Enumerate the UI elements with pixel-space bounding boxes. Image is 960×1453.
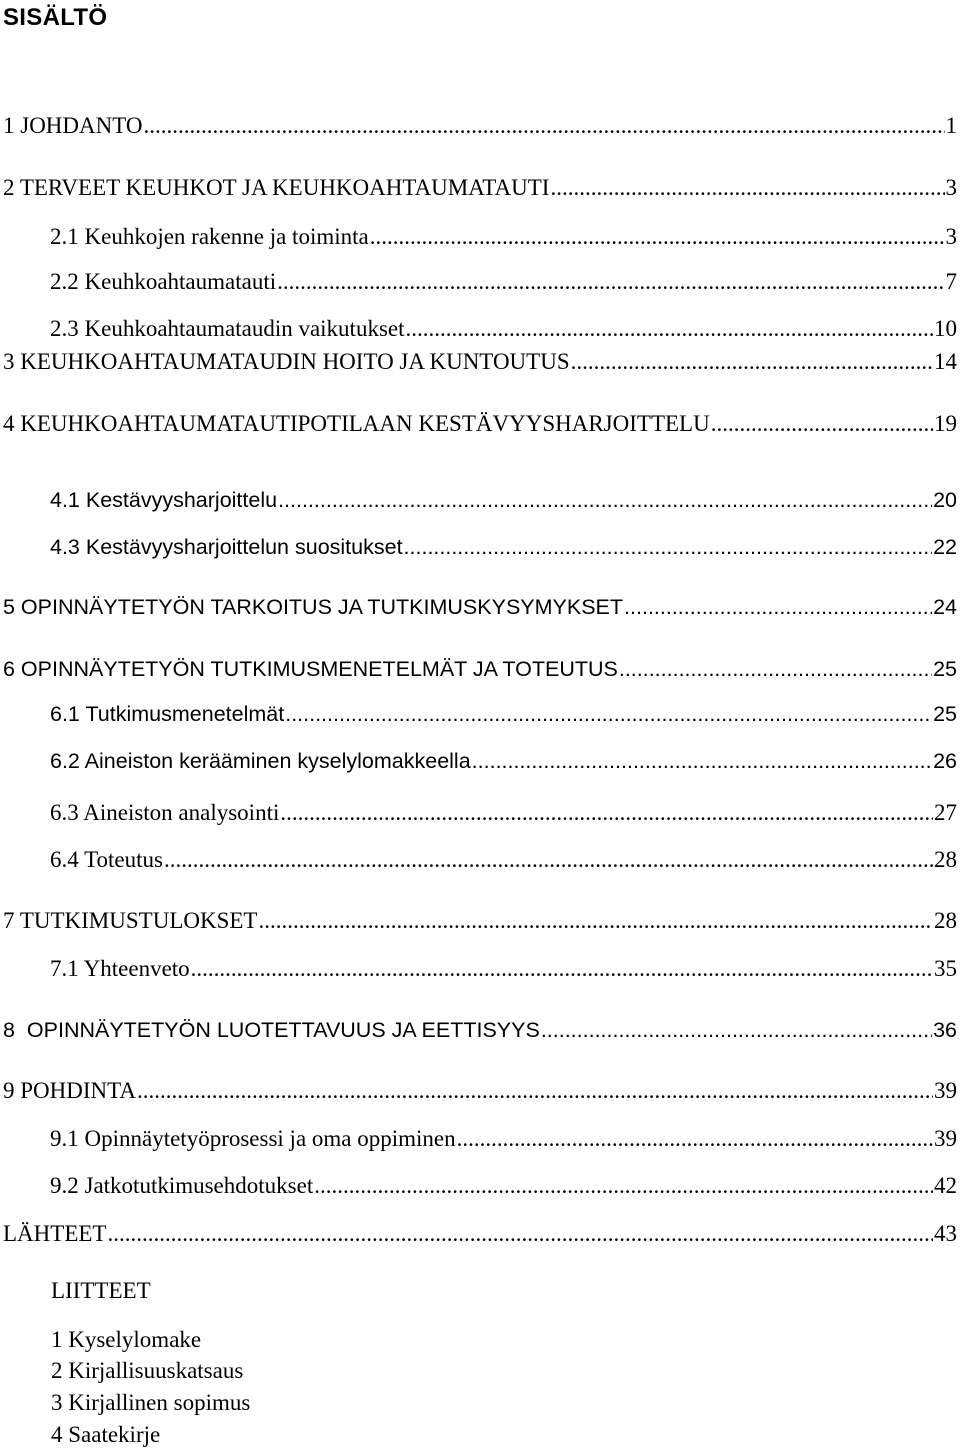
toc-entry-page: 43 xyxy=(934,1221,957,1246)
toc-dot-leader xyxy=(472,745,932,777)
toc-entry-label: 6.4 Toteutus xyxy=(50,847,163,872)
toc-entry-toteutus[interactable] xyxy=(50,844,957,876)
toc-entry-page: 39 xyxy=(934,1078,957,1103)
toc-entry-label: 7 TUTKIMUSTULOKSET xyxy=(3,908,258,933)
toc-entry-page: 1 xyxy=(945,113,957,138)
toc-entry-label: 6.3 Aineiston analysointi xyxy=(50,800,280,825)
toc-entry-vaikutukset[interactable] xyxy=(50,313,957,345)
toc-entry-aineiston-analysointi[interactable] xyxy=(50,797,957,829)
toc-entry-page: 20 xyxy=(933,488,957,512)
toc-entry-label: 1 JOHDANTO xyxy=(3,113,143,138)
toc-dot-leader xyxy=(619,653,932,685)
toc-entry-luotettavuus[interactable] xyxy=(3,1014,957,1046)
toc-entry-page: 25 xyxy=(933,657,957,681)
toc-entry-page: 36 xyxy=(933,1018,957,1042)
appendix-item: 2 Kirjallisuuskatsaus xyxy=(51,1358,244,1383)
toc-entry-yhteenveto[interactable] xyxy=(50,953,957,985)
toc-entry-page: 39 xyxy=(934,1126,957,1151)
toc-entry-page: 25 xyxy=(933,702,957,726)
toc-entry-page: 42 xyxy=(934,1173,957,1198)
toc-entry-label: 3 KEUHKOAHTAUMATAUDIN HOITO JA KUNTOUTUS xyxy=(3,349,570,374)
toc-entry-page: 7 xyxy=(945,269,957,294)
toc-entry-label: 2.3 Keuhkoahtaumataudin vaikutukset xyxy=(50,316,405,341)
toc-entry-label: 5 OPINNÄYTETYÖN TARKOITUS JA TUTKIMUSKYSYMYKSET xyxy=(3,595,624,619)
toc-entry-page: 22 xyxy=(933,535,957,559)
toc-entry-label: 9.2 Jatkotutkimusehdotukset xyxy=(50,1173,314,1198)
toc-dot-leader xyxy=(258,905,933,937)
toc-entry-page: 3 xyxy=(945,175,957,200)
toc-entry-tutkimusmenetelmat[interactable] xyxy=(50,698,957,730)
toc-entry-page: 3 xyxy=(945,224,957,249)
toc-dot-leader xyxy=(571,346,933,378)
toc-dot-leader xyxy=(285,698,932,730)
toc-dot-leader xyxy=(457,1123,933,1155)
toc-entry-label: 9.1 Opinnäytetyöprosessi ja oma oppiminen xyxy=(50,1126,456,1151)
toc-dot-leader xyxy=(406,313,933,345)
toc-entry-tutkimustulokset[interactable] xyxy=(3,905,957,937)
toc-dot-leader xyxy=(144,110,945,142)
toc-entry-page: 26 xyxy=(933,749,957,773)
toc-entry-label: 4 KEUHKOAHTAUMATAUTIPOTILAAN KESTÄVYYSHARJOITTELU xyxy=(3,411,710,436)
toc-entry-hoito-ja-kuntoutus[interactable] xyxy=(3,346,957,378)
toc-entry-keuhkoahtaumatauti[interactable] xyxy=(50,266,957,298)
toc-entry-kestavyysharjoittelu-luku[interactable] xyxy=(3,408,957,440)
toc-entry-keuhkojen-rakenne[interactable] xyxy=(50,221,957,253)
toc-entry-label: 4.3 Kestävyysharjoittelun suositukset xyxy=(50,535,403,559)
toc-dot-leader xyxy=(550,172,944,204)
toc-entry-aineiston-keraaminen[interactable] xyxy=(50,745,957,777)
toc-dot-leader xyxy=(370,221,945,253)
toc-entry-page: 35 xyxy=(934,956,957,981)
toc-entry-suositukset[interactable] xyxy=(50,531,957,563)
toc-entry-lahteet[interactable] xyxy=(3,1218,957,1250)
appendix-item: 4 Saatekirje xyxy=(51,1422,161,1447)
toc-entry-page: 27 xyxy=(934,800,957,825)
toc-entry-label: 2.1 Keuhkojen rakenne ja toiminta xyxy=(50,224,369,249)
appendix-item: 1 Kyselylomake xyxy=(51,1327,202,1352)
toc-dot-leader xyxy=(191,953,933,985)
toc-entry-label: 9 POHDINTA xyxy=(3,1078,136,1103)
toc-entry-terveet-keuhkot[interactable] xyxy=(3,172,957,204)
toc-entry-page: 28 xyxy=(934,847,957,872)
toc-entry-label: 6.2 Aineiston kerääminen kyselylomakkeella xyxy=(50,749,471,773)
toc-dot-leader xyxy=(277,266,944,298)
appendices-heading: LIITTEET xyxy=(51,1278,151,1303)
toc-dot-leader xyxy=(280,797,933,829)
toc-dot-leader xyxy=(711,408,933,440)
toc-dot-leader xyxy=(107,1218,933,1250)
page-title: SISÄLTÖ xyxy=(3,4,108,31)
toc-entry-page: 28 xyxy=(934,908,957,933)
toc-entry-jatkotutkimusehdotukset[interactable] xyxy=(50,1170,957,1202)
toc-entry-label: 4.1 Kestävyysharjoittelu xyxy=(50,488,278,512)
toc-dot-leader xyxy=(137,1075,933,1107)
toc-entry-johdanto[interactable] xyxy=(3,110,957,142)
toc-entry-page: 24 xyxy=(933,595,957,619)
toc-entry-tutkimusmenetelmat-luku[interactable] xyxy=(3,653,957,685)
toc-entry-label: 7.1 Yhteenveto xyxy=(50,956,190,981)
toc-entry-page: 10 xyxy=(934,316,957,341)
toc-entry-pohdinta[interactable] xyxy=(3,1075,957,1107)
toc-entry-label: 6 OPINNÄYTETYÖN TUTKIMUSMENETELMÄT JA TOTEUTUS xyxy=(3,657,618,681)
toc-entry-opinnaytetyoprosessi[interactable] xyxy=(50,1123,957,1155)
toc-dot-leader xyxy=(541,1014,932,1046)
toc-entry-label: 2.2 Keuhkoahtaumatauti xyxy=(50,269,277,294)
toc-entry-kestavyysharjoittelu[interactable] xyxy=(50,484,957,516)
appendix-item: 3 Kirjallinen sopimus xyxy=(51,1390,251,1415)
toc-entry-label: 8 OPINNÄYTETYÖN LUOTETTAVUUS JA EETTISYYS xyxy=(3,1018,540,1042)
toc-entry-tarkoitus[interactable] xyxy=(3,591,957,623)
toc-dot-leader xyxy=(404,531,933,563)
toc-entry-label: LÄHTEET xyxy=(3,1221,107,1246)
toc-entry-label: 2 TERVEET KEUHKOT JA KEUHKOAHTAUMATAUTI xyxy=(3,175,550,200)
toc-dot-leader xyxy=(624,591,932,623)
toc-dot-leader xyxy=(164,844,933,876)
toc-entry-page: 19 xyxy=(934,411,957,436)
toc-dot-leader xyxy=(278,484,932,516)
toc-entry-label: 6.1 Tutkimusmenetelmät xyxy=(50,702,285,726)
toc-entry-page: 14 xyxy=(934,349,957,374)
toc-dot-leader xyxy=(314,1170,933,1202)
